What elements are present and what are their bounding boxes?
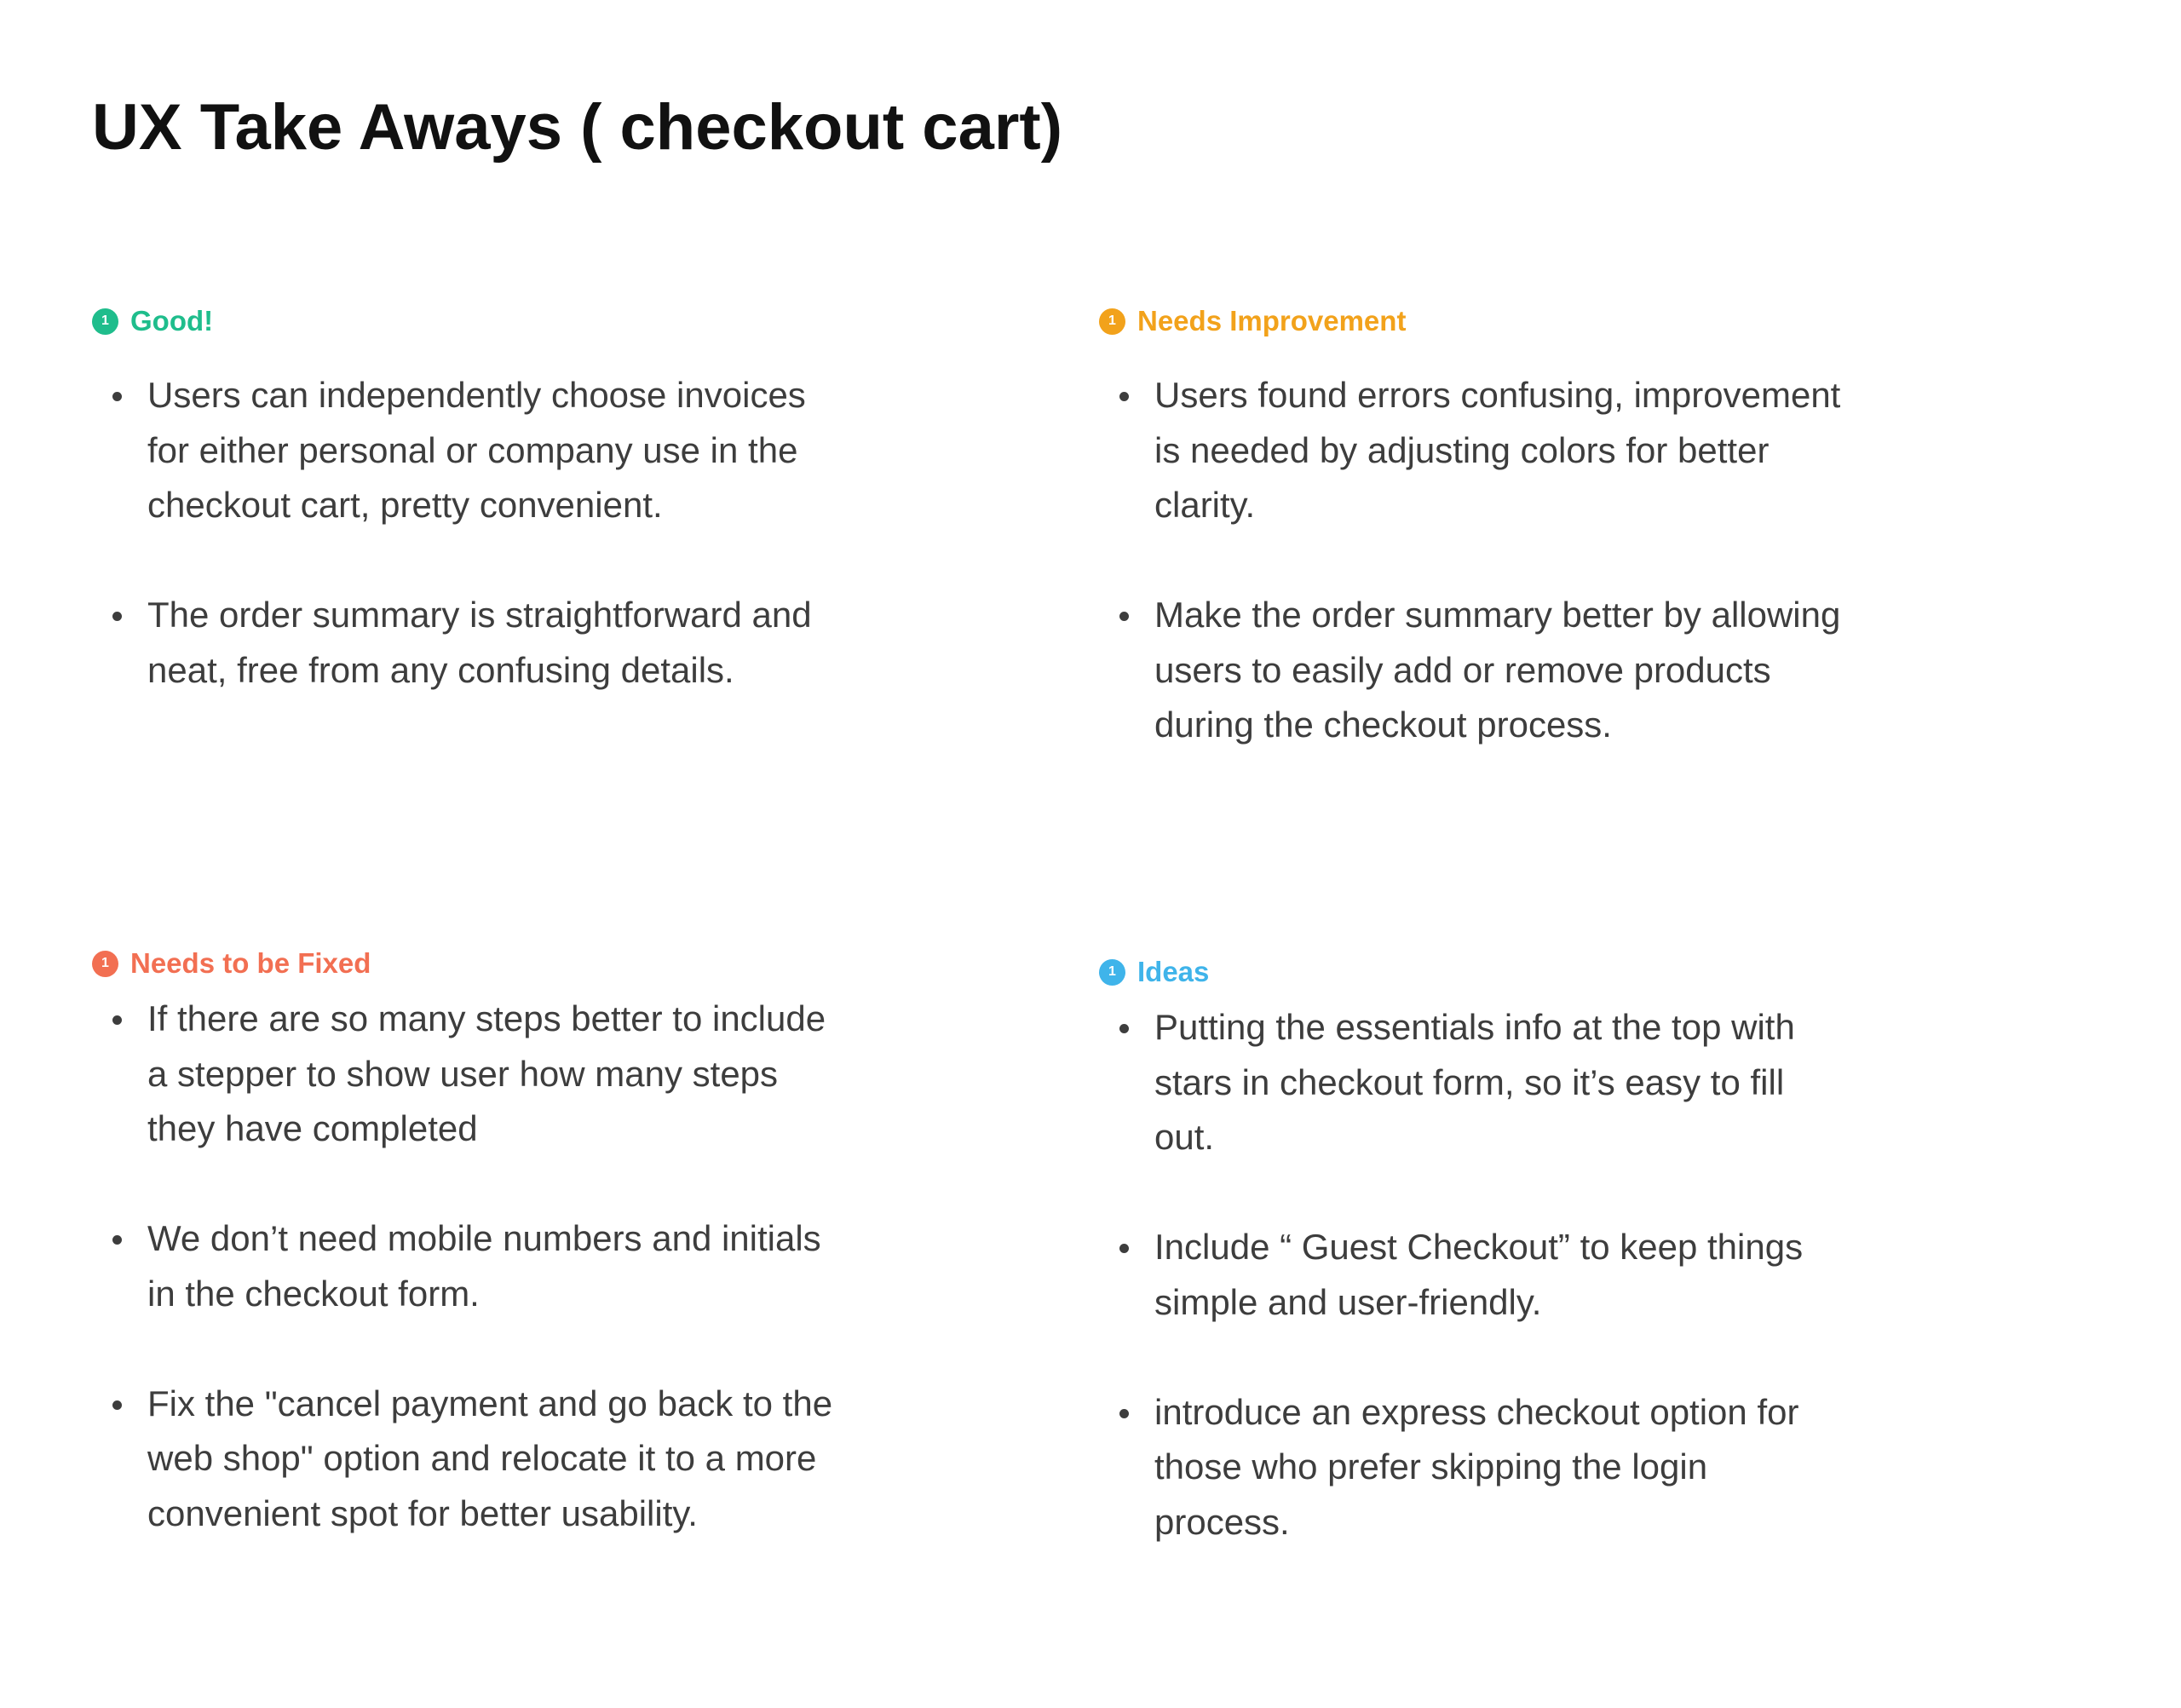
list-item: Fix the "cancel payment and go back to the web shop" option and relocate it to a more convenient spot for better usability. xyxy=(92,1377,842,1542)
bullet-dot-icon xyxy=(112,392,122,401)
section-header-ideas xyxy=(1099,955,1849,989)
list-item: Users can independently choose invoices for either personal or company use in the checkout cart, pretty convenient. xyxy=(92,368,842,533)
section-header-needs-improvement xyxy=(1099,304,1849,338)
bullet-list-good xyxy=(92,368,842,698)
section-needs-improvement xyxy=(1099,304,1849,753)
section-title-ideas: Ideas xyxy=(1137,956,1210,987)
bullet-dot-icon xyxy=(1119,1024,1129,1033)
section-ideas xyxy=(1099,955,1849,1550)
bullet-list-ideas xyxy=(1099,1000,1849,1550)
section-header-good xyxy=(92,304,842,338)
list-item: Putting the essentials info at the top with stars in checkout form, so it’s easy to fill out. xyxy=(1099,1000,1849,1165)
bullet-dot-icon xyxy=(1119,612,1129,621)
list-item: We don’t need mobile numbers and initials in the checkout form. xyxy=(92,1211,842,1321)
info-badge-icon: 1 xyxy=(1099,959,1125,986)
list-item: introduce an express checkout option for those who prefer skipping the login process. xyxy=(1099,1385,1849,1550)
list-item: If there are so many steps better to include a stepper to show user how many steps they have completed xyxy=(92,992,842,1157)
info-badge-icon: 1 xyxy=(92,308,118,335)
info-badge-icon: 1 xyxy=(1099,308,1125,335)
bullet-dot-icon xyxy=(112,1015,122,1025)
section-needs-to-be-fixed xyxy=(92,946,842,1541)
bullet-list-needs-improvement xyxy=(1099,368,1849,753)
section-title-needs-improvement: Needs Improvement xyxy=(1137,305,1407,336)
bullet-dot-icon xyxy=(1119,1244,1129,1253)
list-item: Include “ Guest Checkout” to keep things simple and user-friendly. xyxy=(1099,1220,1849,1330)
list-item: The order summary is straightforward and neat, free from any confusing details. xyxy=(92,588,842,698)
bullet-dot-icon xyxy=(112,1235,122,1245)
bullet-list-needs-to-be-fixed xyxy=(92,992,842,1541)
bullet-dot-icon xyxy=(112,1400,122,1410)
info-badge-icon: 1 xyxy=(92,951,118,977)
section-header-needs-to-be-fixed xyxy=(92,946,842,981)
section-title-needs-to-be-fixed: Needs to be Fixed xyxy=(130,947,371,979)
section-good xyxy=(92,304,842,698)
bullet-dot-icon xyxy=(112,612,122,621)
list-item: Make the order summary better by allowing users to easily add or remove products during the checkout process. xyxy=(1099,588,1849,753)
section-title-good: Good! xyxy=(130,305,214,336)
bullet-dot-icon xyxy=(1119,1409,1129,1418)
bullet-dot-icon xyxy=(1119,392,1129,401)
list-item: Users found errors confusing, improvement is needed by adjusting colors for better clarity. xyxy=(1099,368,1849,533)
page-title: UX Take Aways ( checkout cart) xyxy=(92,91,1063,164)
